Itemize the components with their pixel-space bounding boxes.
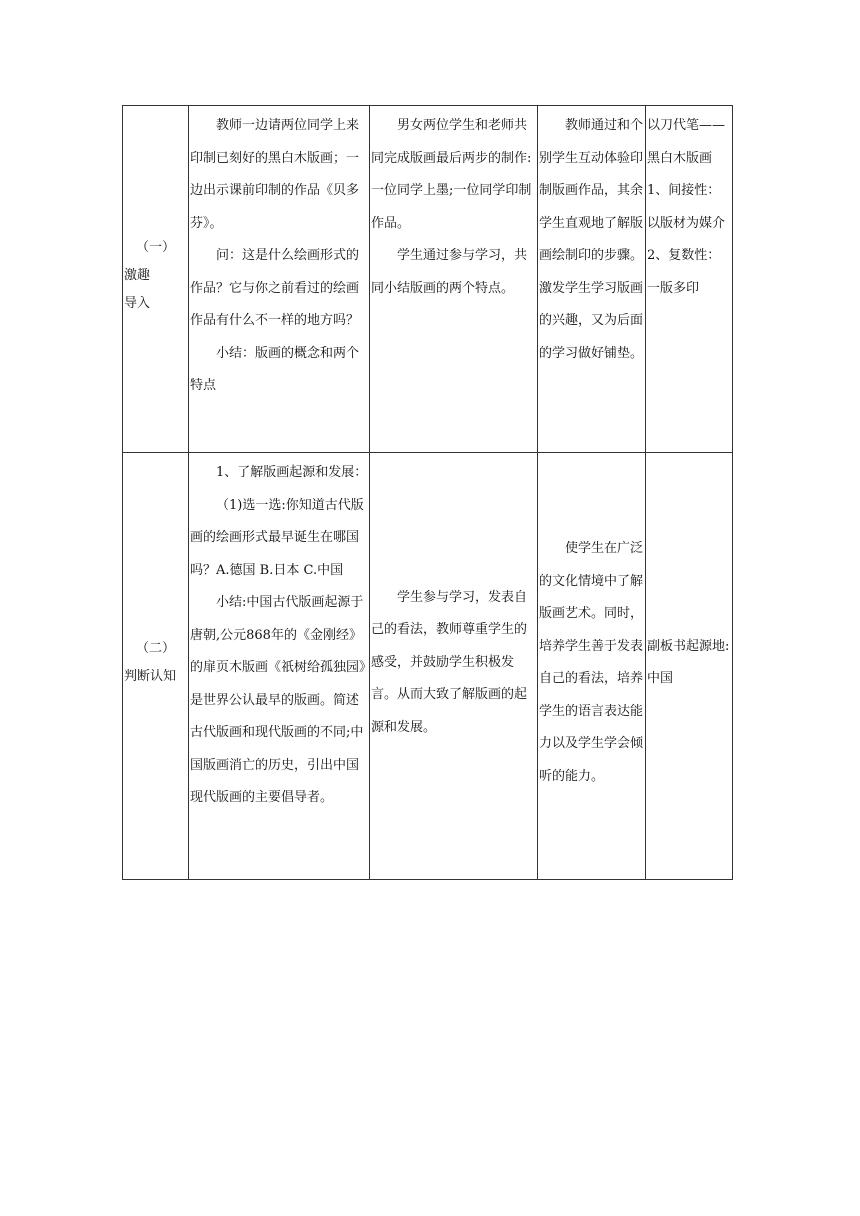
board-cell — [646, 106, 733, 453]
board-cell — [646, 453, 733, 880]
board-line: 以刀代笔——黑白木版画 — [647, 118, 726, 166]
table-row — [123, 106, 733, 453]
teacher-paragraph: 小结：版画的概念和两个特点 — [190, 345, 360, 393]
teacher-activity-cell — [189, 106, 370, 453]
stage-name-line1: 判断认知 — [124, 669, 177, 684]
table-row — [123, 453, 733, 880]
student-activity-cell — [370, 453, 538, 880]
stage-name-line1: 激趣 — [124, 268, 151, 283]
teacher-paragraph: （1)选一选:你知道古代版画的绘画形式最早诞生在哪国吗？A.德国 B.日本 C.中国 — [190, 497, 364, 578]
board-line: 2、复数性：一版多印 — [647, 248, 721, 296]
design-intent-cell — [538, 453, 646, 880]
teacher-activity-cell — [189, 453, 370, 880]
student-paragraph: 男女两位学生和老师共同完成版画最后两步的制作:一位同学上墨;一位同学印制作品。 — [371, 118, 532, 231]
design-intent-cell — [538, 106, 646, 453]
stage-number: （一） — [135, 240, 175, 255]
board-line: 副板书起源地:中国 — [647, 638, 730, 686]
intent-paragraph: 教师通过和个别学生互动体验印制版画作品，其余学生直观地了解版画绘制印的步骤。激发学生学习版画的兴趣，又为后面的学习做好铺垫。 — [539, 118, 644, 361]
student-activity-cell — [370, 106, 538, 453]
lesson-plan-table — [122, 105, 733, 880]
teacher-paragraph: 1、了解版画起源和发展： — [216, 465, 368, 480]
stage-number: （二） — [135, 641, 175, 656]
teacher-paragraph: 小结:中国古代版画起源于唐朝,公元868年的《金刚经》的扉页木版画《祇树给孤独园》是世界公认最早的版画。简述古代版画和现代版画的不同;中国版画消亡的历史，引出中国现代版画的主要倡导者。 — [190, 595, 366, 805]
teacher-paragraph: 问：这是什么绘画形式的作品？它与你之前看过的绘画作品有什么不一样的地方吗？ — [190, 248, 360, 328]
student-paragraph: 学生参与学习，发表自己的看法，教师尊重学生的感受，并鼓励学生积极发言。从而大致了解版画的起源和发展。 — [371, 589, 528, 735]
intent-paragraph: 使学生在广泛的文化情境中了解版画艺术。同时，培养学生善于发表自己的看法，培养学生的语言表达能力以及学生学会倾听的能力。 — [539, 541, 644, 784]
stage-cell — [123, 106, 189, 453]
teacher-paragraph: 教师一边请两位同学上来印制已刻好的黑白木版画；一边出示课前印制的作品《贝多芬》。 — [190, 118, 360, 231]
stage-cell — [123, 453, 189, 880]
student-paragraph: 学生通过参与学习，共同小结版画的两个特点。 — [371, 248, 528, 296]
board-line: 1、间接性：以版材为媒介 — [647, 183, 726, 231]
stage-name-line2: 导入 — [124, 296, 151, 311]
